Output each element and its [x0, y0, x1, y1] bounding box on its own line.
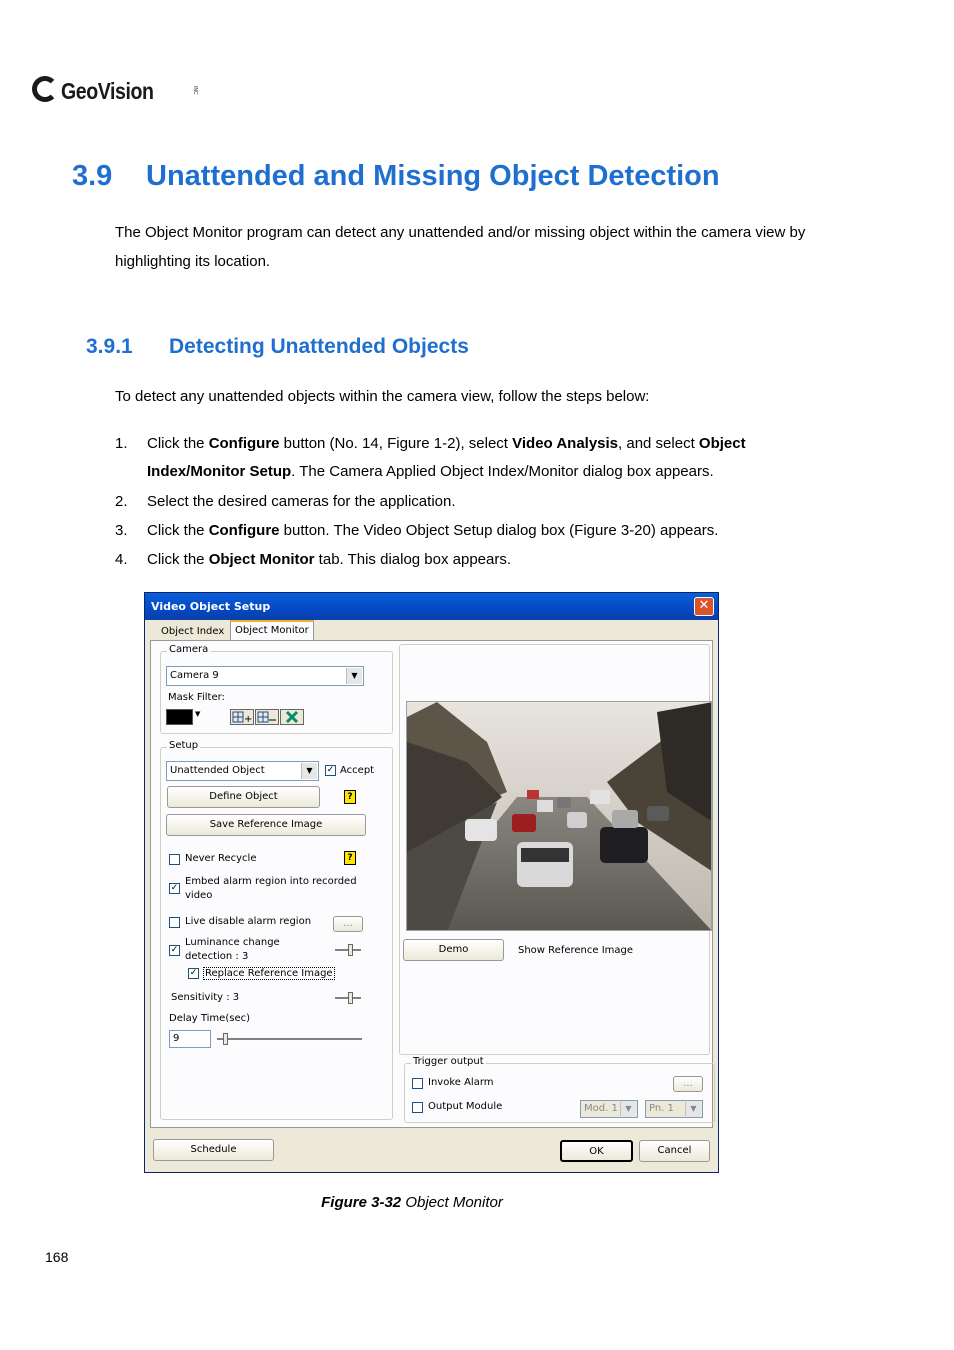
pin-select-value: Pn. 1: [649, 1103, 674, 1114]
page-number: 168: [45, 1249, 69, 1265]
save-reference-image-button[interactable]: Save Reference Image: [166, 814, 366, 836]
section-number: 3.9: [72, 160, 113, 192]
setup-group-label: Setup: [169, 740, 199, 751]
output-module-checkbox[interactable]: [412, 1102, 423, 1113]
step-text: Click the Configure button (No. 14, Figure 1-2), select Video Analysis, and select Object Index/Monitor Setup. The Camera Applied Object Index/Monitor dialog box appears.: [147, 435, 746, 480]
mask-color-swatch[interactable]: [166, 709, 193, 725]
trigger-output-label: Trigger output: [413, 1056, 484, 1067]
subsection-title: Detecting Unattended Objects: [169, 335, 469, 358]
step-text: Click the Object Monitor tab. This dialog box appears.: [147, 551, 512, 568]
slider-thumb[interactable]: [348, 992, 353, 1004]
chevron-down-icon: ▼: [620, 1102, 636, 1116]
module-select-value: Mod. 1: [584, 1103, 618, 1114]
define-object-button[interactable]: Define Object: [167, 786, 320, 808]
step-number: 3.: [115, 522, 128, 539]
live-disable-options-button[interactable]: ...: [333, 916, 363, 932]
schedule-button[interactable]: Schedule: [153, 1139, 274, 1161]
video-object-setup-dialog: [144, 592, 719, 1173]
logo-mark-icon: [32, 76, 58, 102]
camera-group-label: Camera: [169, 644, 209, 655]
camera-select[interactable]: [166, 666, 364, 686]
step-2: [115, 488, 805, 516]
step-1: [115, 430, 805, 486]
sensitivity-label: Sensitivity : 3: [171, 992, 240, 1003]
accept-checkbox[interactable]: ✓: [326, 765, 335, 775]
mask-filter-label: Mask Filter:: [168, 692, 225, 703]
ok-button[interactable]: OK: [560, 1140, 633, 1162]
figure-caption-label: Figure 3-32: [321, 1194, 402, 1211]
delay-time-slider[interactable]: [217, 1033, 362, 1045]
sensitivity-slider[interactable]: [335, 992, 361, 1004]
section-title: Unattended and Missing Object Detection: [146, 160, 720, 192]
luminance-slider[interactable]: [335, 944, 361, 956]
show-reference-image-label[interactable]: Show Reference Image: [518, 945, 634, 956]
add-region-icon[interactable]: [230, 709, 254, 725]
close-icon[interactable]: ✕: [694, 597, 714, 616]
chevron-down-icon: ▼: [685, 1102, 701, 1116]
cancel-button[interactable]: Cancel: [639, 1140, 710, 1162]
invoke-alarm-options-button[interactable]: ...: [673, 1076, 703, 1092]
svg-text:+: +: [244, 714, 253, 724]
camera-select-value: Camera 9: [170, 670, 219, 681]
live-disable-label: Live disable alarm region: [185, 916, 312, 927]
delay-time-input[interactable]: [169, 1030, 211, 1048]
slider-thumb[interactable]: [348, 944, 353, 956]
object-monitor-panel: [150, 640, 713, 1128]
step-4: [115, 546, 805, 574]
geovision-logo: [32, 73, 198, 109]
chevron-down-icon: ▼: [301, 763, 317, 779]
live-disable-checkbox[interactable]: [169, 917, 180, 928]
camera-group: [160, 644, 393, 734]
chevron-down-icon: ▼: [346, 668, 362, 684]
step-number: 1.: [115, 435, 128, 452]
subsection-heading: [86, 335, 469, 359]
step-number: 2.: [115, 493, 128, 510]
help-icon[interactable]: ?: [344, 790, 356, 804]
embed-alarm-label-line2: video: [185, 890, 213, 901]
remove-region-icon[interactable]: [255, 709, 279, 725]
trigger-output-group: [404, 1056, 715, 1123]
demo-button[interactable]: Demo: [403, 939, 504, 961]
section-heading: [72, 160, 720, 193]
figure-caption: [0, 1194, 824, 1211]
embed-alarm-checkbox[interactable]: ✓: [170, 883, 179, 893]
detection-mode-select[interactable]: [166, 761, 319, 781]
setup-group: [160, 740, 393, 1120]
delay-time-value: 9: [173, 1033, 180, 1044]
logo-text: GeoVision: [61, 77, 154, 104]
dialog-titlebar: [145, 593, 718, 620]
never-recycle-label: Never Recycle: [185, 853, 257, 864]
tab-object-monitor[interactable]: Object Monitor: [230, 620, 314, 641]
delay-time-label: Delay Time(sec): [169, 1013, 250, 1024]
slider-thumb[interactable]: [223, 1033, 228, 1045]
help-icon[interactable]: ?: [344, 851, 356, 865]
mask-color-dropdown-icon[interactable]: ▼: [195, 710, 201, 718]
output-module-label: Output Module: [428, 1101, 503, 1112]
step-text: Select the desired cameras for the application.: [147, 493, 456, 510]
step-number: 4.: [115, 551, 128, 568]
invoke-alarm-checkbox[interactable]: [412, 1078, 423, 1089]
steps-intro: To detect any unattended objects within the camera view, follow the steps below:: [115, 388, 650, 405]
tab-object-index[interactable]: Object Index: [161, 626, 225, 637]
subsection-number: 3.9.1: [86, 335, 133, 358]
embed-alarm-label-line1: Embed alarm region into recorded: [185, 876, 357, 887]
luminance-label-line2: detection : 3: [185, 951, 249, 962]
camera-preview-image: [406, 701, 712, 931]
replace-reference-checkbox[interactable]: ✓: [189, 968, 198, 978]
step-text: Click the Configure button. The Video Object Setup dialog box (Figure 3-20) appears.: [147, 522, 719, 539]
invoke-alarm-label: Invoke Alarm: [428, 1077, 494, 1088]
never-recycle-checkbox[interactable]: [169, 854, 180, 865]
dialog-title: Video Object Setup: [151, 600, 271, 613]
intro-paragraph: The Object Monitor program can detect any unattended and/or missing object within the camera view by highlighting its location.: [115, 224, 806, 270]
luminance-checkbox[interactable]: ✓: [170, 945, 179, 955]
module-select[interactable]: [580, 1100, 638, 1118]
luminance-label-line1: Luminance change: [185, 937, 280, 948]
figure-caption-text: Object Monitor: [401, 1194, 503, 1211]
step-3: [115, 517, 805, 545]
logo-sub: INC: [192, 86, 198, 95]
clear-region-icon[interactable]: [280, 709, 304, 725]
detection-mode-value: Unattended Object: [170, 765, 265, 776]
pin-select[interactable]: [645, 1100, 703, 1118]
accept-label: Accept: [340, 765, 375, 776]
replace-reference-label: Replace Reference Image: [205, 968, 333, 979]
